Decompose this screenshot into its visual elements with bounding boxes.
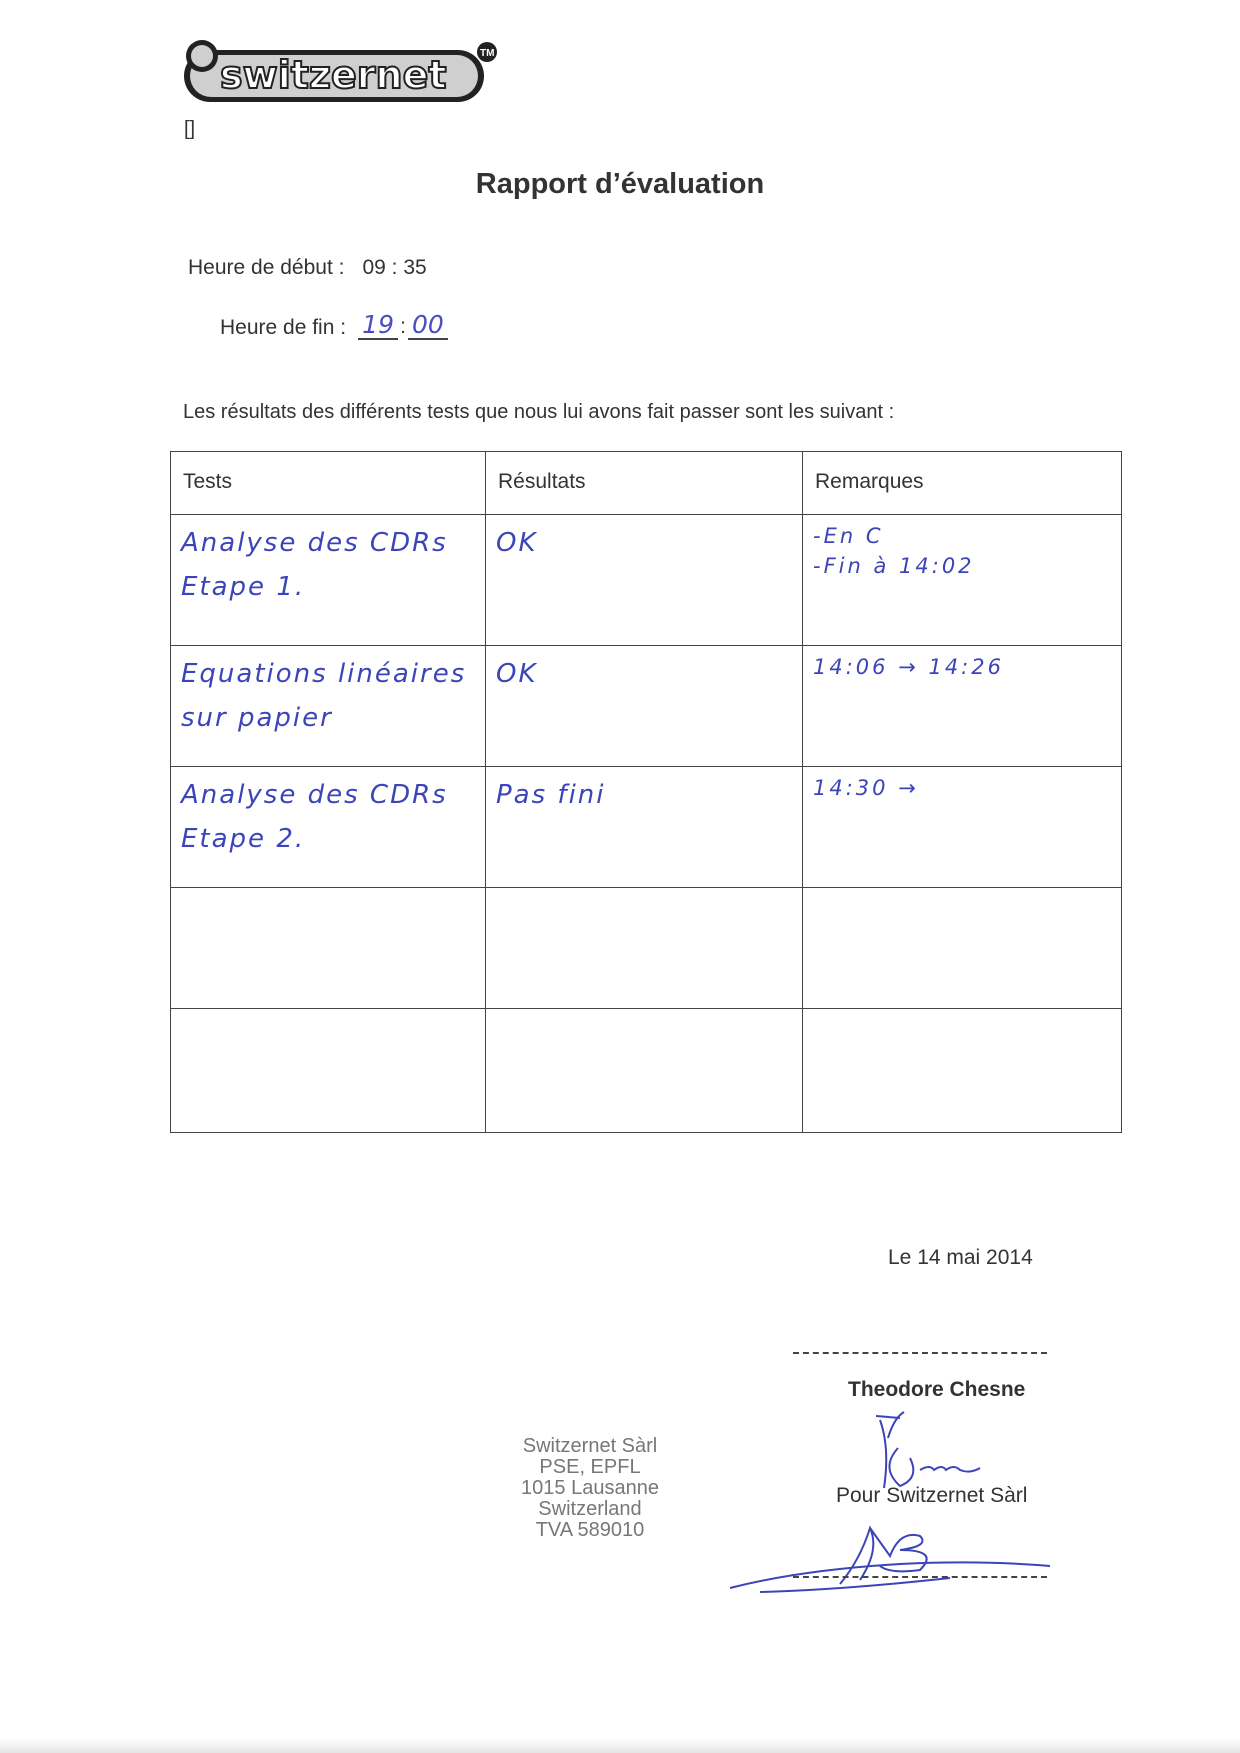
test-step: sur papier xyxy=(181,703,333,733)
signature-divider xyxy=(793,1576,1047,1578)
remark-line: 14:30 → xyxy=(813,776,919,800)
test-cell xyxy=(171,515,486,646)
test-step: Etape 1. xyxy=(181,572,306,602)
test-cell xyxy=(171,767,486,888)
start-time-row xyxy=(188,256,427,280)
end-time-hours: 19 xyxy=(358,312,398,340)
svg-text:switzernet: switzernet xyxy=(220,53,447,97)
result-cell xyxy=(486,1009,803,1133)
placeholder-box-glyph: [] xyxy=(184,118,196,140)
header-remarks: Remarques xyxy=(803,452,1122,515)
result-cell xyxy=(486,515,803,646)
start-time-value: 09 : 35 xyxy=(362,256,427,279)
page-title: Rapport d’évaluation xyxy=(475,168,765,200)
company-stamp xyxy=(480,1436,700,1541)
start-time-label: Heure de début : xyxy=(188,256,345,279)
test-cell xyxy=(171,646,486,767)
table-header-row xyxy=(171,452,1122,515)
remark-cell xyxy=(803,888,1122,1009)
results-table xyxy=(170,451,1122,1133)
result-cell xyxy=(486,767,803,888)
test-name: Equations linéaires xyxy=(181,659,467,689)
end-time-label: Heure de fin : xyxy=(220,316,347,339)
intro-text: Les résultats des différents tests que nous lui avons fait passer sont les suivant : xyxy=(183,401,895,423)
signature-divider xyxy=(793,1352,1047,1354)
header-tests: Tests xyxy=(171,452,486,515)
table-row xyxy=(171,646,1122,767)
handwritten-signature xyxy=(720,1520,1060,1600)
test-cell xyxy=(171,888,486,1009)
svg-text:TM: TM xyxy=(480,48,495,59)
table-row xyxy=(171,1009,1122,1133)
remark-cell xyxy=(803,767,1122,888)
signer-name: Theodore Chesne xyxy=(848,1378,1026,1401)
test-name: Analyse des CDRs xyxy=(181,528,448,558)
document-date: Le 14 mai 2014 xyxy=(888,1246,1033,1269)
stamp-line: 1015 Lausanne xyxy=(521,1477,659,1499)
stamp-line: TVA 589010 xyxy=(535,1519,645,1541)
table-row xyxy=(171,888,1122,1009)
stamp-line: PSE, EPFL xyxy=(539,1456,641,1478)
remark-line: -Fin à 14:02 xyxy=(813,554,975,578)
table-row xyxy=(171,515,1122,646)
end-time-row xyxy=(220,312,448,340)
result-value: OK xyxy=(496,659,538,689)
header-results: Résultats xyxy=(486,452,803,515)
end-time-minutes: 00 xyxy=(408,312,448,340)
remark-cell xyxy=(803,1009,1122,1133)
table-row xyxy=(171,767,1122,888)
remark-cell xyxy=(803,646,1122,767)
test-cell xyxy=(171,1009,486,1133)
stamp-line: Switzerland xyxy=(538,1498,642,1520)
stamp-line: Switzernet Sàrl xyxy=(522,1435,658,1457)
test-name: Analyse des CDRs xyxy=(181,780,448,810)
remark-cell xyxy=(803,515,1122,646)
result-value: OK xyxy=(496,528,538,558)
result-value: Pas fini xyxy=(496,780,606,810)
scan-edge-shadow xyxy=(0,1738,1240,1753)
result-cell xyxy=(486,646,803,767)
result-cell xyxy=(486,888,803,1009)
switzernet-logo xyxy=(180,28,510,118)
remark-line: 14:06 → 14:26 xyxy=(813,655,1004,679)
end-time-separator: : xyxy=(400,315,406,338)
test-step: Etape 2. xyxy=(181,824,306,854)
remark-line: -En C xyxy=(813,524,884,548)
signer-role: Pour Switzernet Sàrl xyxy=(836,1484,1028,1507)
